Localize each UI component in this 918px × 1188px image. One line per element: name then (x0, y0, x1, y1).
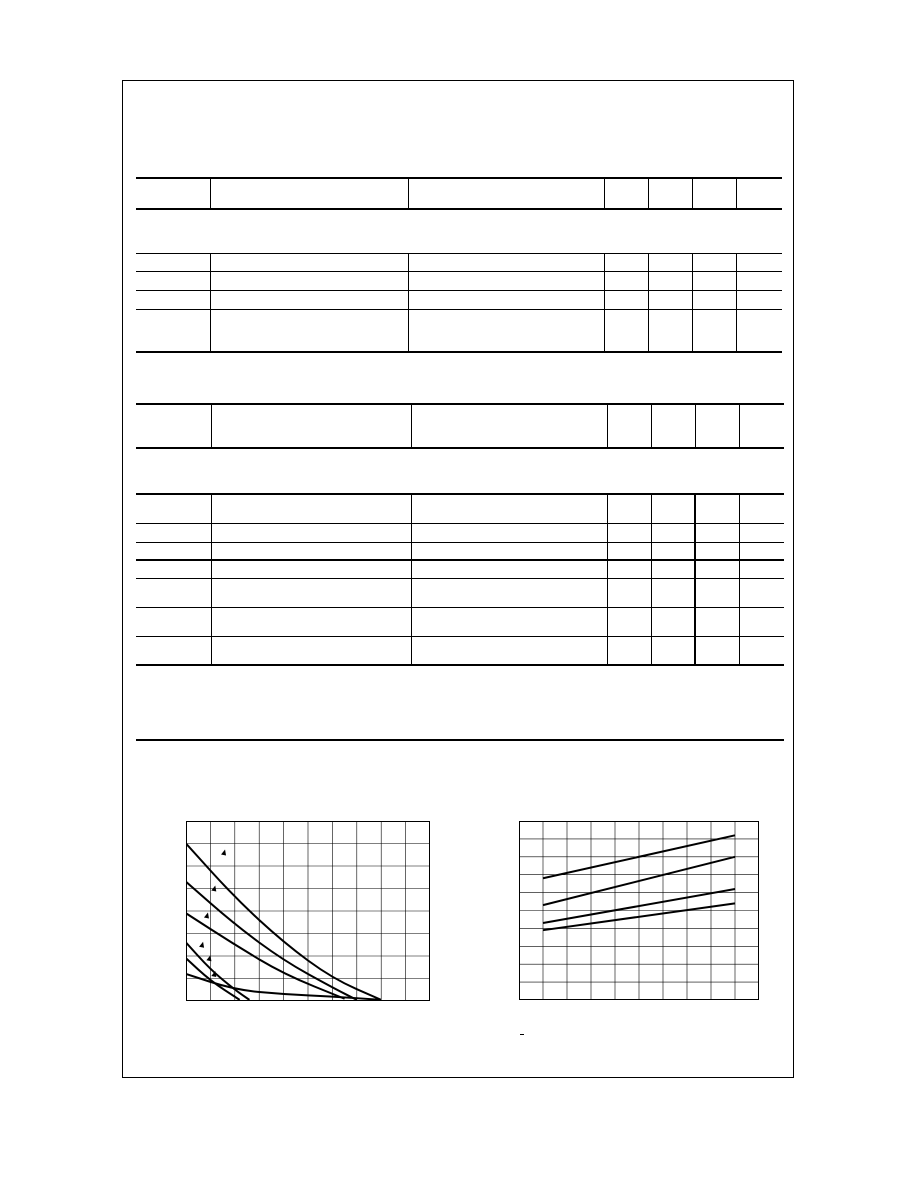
table-cell (607, 542, 651, 560)
chart-left (186, 821, 430, 1001)
annotation-arrow-3 (204, 913, 209, 919)
table-cell (211, 523, 411, 542)
header-cell (136, 178, 210, 209)
header-cell (651, 404, 695, 448)
table-cell (651, 578, 695, 607)
table-cell (136, 523, 211, 542)
table-row (136, 290, 782, 309)
table-cell (739, 560, 784, 578)
table-cell (692, 271, 736, 290)
table-cell (210, 309, 408, 352)
chart-right (519, 821, 759, 1000)
table-cell (211, 542, 411, 560)
table-cell (648, 271, 692, 290)
annotation-arrow-1 (221, 850, 226, 856)
table-row (136, 607, 784, 636)
table-cell (210, 253, 408, 271)
chart-grid (519, 821, 759, 1000)
table-cell (651, 494, 695, 523)
table-cell (739, 607, 784, 636)
table-row (136, 309, 782, 352)
table-cell (411, 523, 607, 542)
table-cell (651, 636, 695, 665)
table-row (136, 578, 784, 607)
table-cell (607, 560, 651, 578)
table-cell (604, 309, 648, 352)
table-cell (607, 523, 651, 542)
table-cell (411, 578, 607, 607)
table-header-row (136, 178, 782, 209)
table-1 (136, 177, 782, 353)
section-cell (136, 448, 784, 494)
table-header-row (136, 404, 784, 448)
table-cell (739, 523, 784, 542)
table-cell (136, 636, 211, 665)
table-cell (211, 560, 411, 578)
table-cell (739, 542, 784, 560)
table-cell (736, 253, 782, 271)
table-row (136, 494, 784, 523)
table-cell (408, 271, 604, 290)
table-row (136, 253, 782, 271)
table-row (136, 560, 784, 578)
section-cell (136, 209, 782, 253)
header-cell (211, 404, 411, 448)
header-cell (739, 404, 784, 448)
table-cell (136, 542, 211, 560)
header-cell (411, 404, 607, 448)
table-cell (136, 290, 210, 309)
table-cell (736, 271, 782, 290)
table-cell (648, 309, 692, 352)
header-cell (604, 178, 648, 209)
table-cell (692, 309, 736, 352)
table-cell (739, 578, 784, 607)
header-cell (607, 404, 651, 448)
table-cell (651, 542, 695, 560)
table-row (136, 523, 784, 542)
table-cell (411, 560, 607, 578)
table-cell (604, 290, 648, 309)
table-cell (408, 253, 604, 271)
table-cell (607, 578, 651, 607)
table-cell (136, 607, 211, 636)
header-cell (210, 178, 408, 209)
table-cell (136, 578, 211, 607)
table-cell (695, 494, 739, 523)
table-cell (695, 542, 739, 560)
table-row (136, 636, 784, 665)
table-cell (211, 494, 411, 523)
table-cell (607, 494, 651, 523)
header-cell (692, 178, 736, 209)
table-cell (648, 290, 692, 309)
table-cell (695, 607, 739, 636)
table-cell (739, 494, 784, 523)
table-cell (692, 290, 736, 309)
table-cell (607, 636, 651, 665)
table-cell (695, 636, 739, 665)
table-cell (651, 560, 695, 578)
annotation-arrow-4 (199, 942, 204, 948)
table-row (136, 542, 784, 560)
table-2 (136, 403, 784, 666)
table-cell (136, 309, 210, 352)
table-cell (136, 494, 211, 523)
header-cell (136, 404, 211, 448)
table-cell (411, 542, 607, 560)
section-row (136, 209, 782, 253)
table-cell (692, 253, 736, 271)
table-cell (695, 578, 739, 607)
table-row (136, 271, 782, 290)
table-cell (408, 290, 604, 309)
table-cell (651, 607, 695, 636)
table-cell (411, 636, 607, 665)
table-cell (604, 271, 648, 290)
header-cell (736, 178, 782, 209)
table-cell (211, 607, 411, 636)
header-cell (408, 178, 604, 209)
table-cell (136, 271, 210, 290)
table-cell (408, 309, 604, 352)
table-cell (739, 636, 784, 665)
header-cell (695, 404, 739, 448)
table-cell (210, 290, 408, 309)
table-cell (695, 560, 739, 578)
table-cell (604, 253, 648, 271)
table-cell (210, 271, 408, 290)
table-cell (136, 253, 210, 271)
table-cell (607, 607, 651, 636)
section-divider (136, 739, 784, 741)
table-cell (736, 290, 782, 309)
chart-series-line-4 (186, 943, 249, 1000)
table-cell (211, 636, 411, 665)
caption-mark (520, 1034, 524, 1035)
chart-series-line-5 (186, 958, 240, 1000)
header-cell (648, 178, 692, 209)
table-cell (136, 560, 211, 578)
table-cell (651, 523, 695, 542)
table-cell (736, 309, 782, 352)
table-cell (211, 578, 411, 607)
table-cell (411, 607, 607, 636)
table-cell (695, 523, 739, 542)
table-cell (648, 253, 692, 271)
table-cell (411, 494, 607, 523)
section-row (136, 448, 784, 494)
